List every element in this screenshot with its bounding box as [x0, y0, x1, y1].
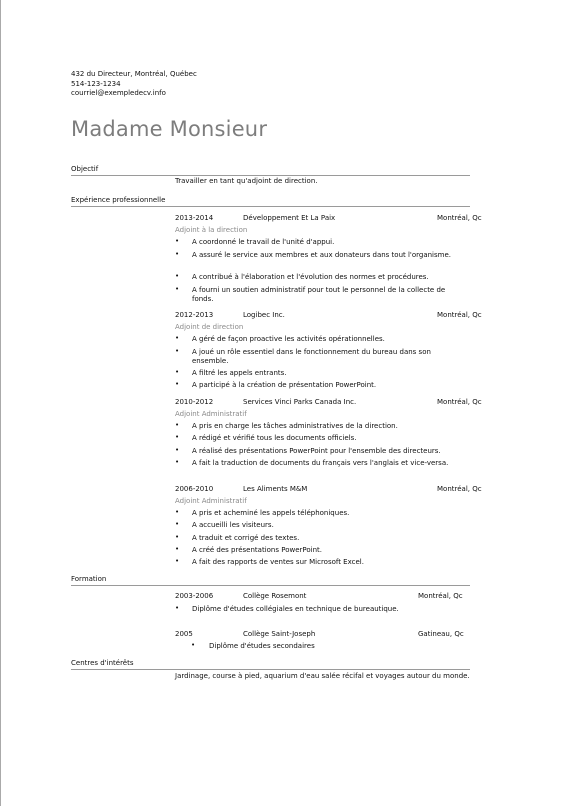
bullet-icon: • — [175, 433, 180, 441]
job-position: Adjoint de direction — [175, 323, 244, 331]
bullet-icon: • — [175, 604, 180, 612]
bullet-icon: • — [175, 237, 180, 245]
objective-text: Travailler en tant qu'adjoint de direction. — [175, 177, 318, 185]
candidate-name: Madame Monsieur — [71, 117, 268, 141]
job-position: Adjoint Administratif — [175, 410, 247, 418]
section-title-education: Formation — [71, 575, 107, 583]
job-company: Développement Et La Paix — [243, 214, 336, 222]
job-position: Adjoint Administratif — [175, 497, 247, 505]
job-location: Montréal, Qc — [437, 398, 482, 406]
bullet-icon: • — [175, 250, 180, 258]
bullet-icon: • — [175, 368, 180, 376]
job-company: Les Aliments M&M — [243, 485, 308, 493]
job-position: Adjoint à la direction — [175, 226, 248, 234]
section-rule — [71, 585, 470, 586]
job-years: 2012-2013 — [175, 311, 214, 319]
contact-block — [71, 70, 197, 99]
bullet-icon: • — [191, 641, 196, 649]
job-location: Montréal, Qc — [437, 214, 482, 222]
section-title-interests: Centres d'intérêts — [71, 659, 134, 667]
education-years: 2003-2006 — [175, 592, 214, 600]
education-location: Gatineau, Qc — [418, 630, 464, 638]
contact-address: 432 du Directeur, Montréal, Québec — [71, 70, 197, 78]
job-company: Services Vinci Parks Canada Inc. — [243, 398, 357, 406]
education-school: Collège Saint-Joseph — [243, 630, 316, 638]
bullet-icon: • — [175, 545, 180, 553]
job-company: Logibec Inc. — [243, 311, 285, 319]
education-school: Collège Rosemont — [243, 592, 307, 600]
resume-page: 432 du Directeur, Montréal, Québec 514-123-1234 courriel@exempledecv.info Madame Monsieur Objectif Travailler en tant qu'adjoint de direction. Expérience professionnelle 2013-2014 Développement Et La Paix Montréal, Qc Adjoint à la direction • A coordonné le travail de l'unité d'appui. • A assuré le service aux membres et aux donateurs dans tout l'organisme. • A contribué à l'élaboration et l'évolution des normes et procédures. • A fourni un soutien administratif pour tout le personnel de la collecte de fonds. 2012-2013 Logibec Inc. Montréal, Qc Adjoint de direction • A géré de façon proactive les activités opérationnelles. • A joué un rôle essentiel dans le fonctionnement du bureau dans son ensemble. • A filtré les appels entrants. • A participé à la création de présentation PowerPoint. 2010-2012 Services Vinci Parks Canada Inc. Montréal, Qc Adjoint Administratif • A pris en charge les tâches administratives de la direction. • A rédigé et vérifié tous les documents officiels. • A réalisé des présentations PowerPoint pour l'ensemble des directeurs. • A fait la traduction de documents du français vers l'anglais et vice-versa. 2006-2010 Les Aliments M&M Montréal, Qc Adjoint Administratif • A pris et acheminé les appels téléphoniques. • A accueilli les visiteurs. • A traduit et corrigé des textes. • A créé des présentations PowerPoint. • A fait des rapports de ventes sur Microsoft Excel. Formation 2003-2006 Collège Rosemont Montréal, Qc • Diplôme d'études collégiales en technique de bureautique. 2005 Collège Saint-Joseph Gatineau, Qc • Diplôme d'études secondaires Centres d'intérêts Jardinage, course à pied, aquarium d'eau salée récifal et voyages autour du monde. — [0, 0, 571, 806]
section-title-experience: Expérience professionnelle — [71, 196, 166, 204]
bullet-icon: • — [175, 421, 180, 429]
bullet-icon: • — [175, 557, 180, 565]
section-rule — [71, 175, 470, 176]
bullet-icon: • — [175, 446, 180, 454]
interests-text: Jardinage, course à pied, aquarium d'eau salée récifal et voyages autour du monde. — [175, 672, 470, 680]
job-years: 2013-2014 — [175, 214, 214, 222]
job-years: 2006-2010 — [175, 485, 214, 493]
education-years: 2005 — [175, 630, 193, 638]
bullet-icon: • — [175, 285, 180, 293]
job-location: Montréal, Qc — [437, 311, 482, 319]
bullet-icon: • — [175, 380, 180, 388]
bullet-icon: • — [175, 508, 180, 516]
job-location: Montréal, Qc — [437, 485, 482, 493]
contact-email: courriel@exempledecv.info — [71, 89, 166, 97]
bullet-icon: • — [175, 334, 180, 342]
section-rule — [71, 206, 470, 207]
bullet-icon: • — [175, 272, 180, 280]
bullet-icon: • — [175, 458, 180, 466]
bullet-icon: • — [175, 533, 180, 541]
bullet-icon: • — [175, 520, 180, 528]
contact-phone: 514-123-1234 — [71, 79, 121, 88]
job-years: 2010-2012 — [175, 398, 214, 406]
section-title-objective: Objectif — [71, 165, 99, 173]
education-location: Montréal, Qc — [418, 592, 463, 600]
section-rule — [71, 669, 470, 670]
bullet-icon: • — [175, 347, 180, 355]
